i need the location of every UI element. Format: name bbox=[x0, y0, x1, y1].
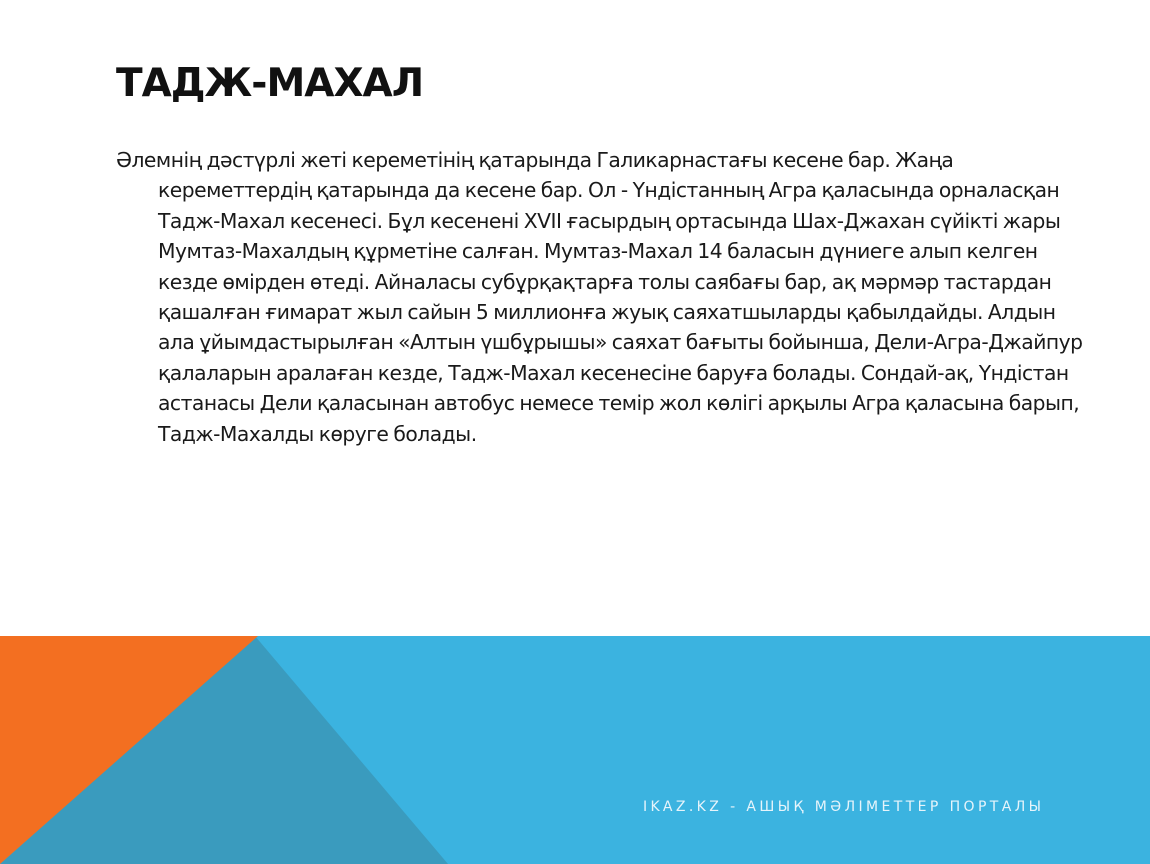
slide-title: ТАДЖ-МАХАЛ bbox=[116, 61, 424, 106]
footer-label: IKAZ.KZ - АШЫҚ МӘЛІМЕТТЕР ПОРТАЛЫ bbox=[643, 799, 1045, 815]
slide-body-text: Әлемнің дәстүрлі жеті кереметінің қатарында Галикарнастағы кесене бар. Жаңа кереметтердің қатарында да кесене бар. Ол - Үндістанның Агра қаласында орналасқан Тадж-Махал кесенесі. Бұл кесенені XVII ғасырдың ортасында Шах-Джахан сүйікті жары Мумтаз-Махалдың құрметіне салған. Мумтаз-Махал 14 баласын дүниеге алып келген кезде өмірден өтеді. Айналасы субұрқақтарға толы саябағы бар, ақ мәрмәр тастардан қашалған ғимарат жыл сайын 5 миллионға жуық саяхатшыларды қабылдайды. Алдын ала ұйымдастырылған «Алтын үшбұрышы» саяхат бағыты бойынша, Дели-Агра-Джайпур қалаларын аралаған кезде, Тадж-Махал кесенесіне баруға болады. Сондай-ақ, Үндістан астанасы Дели қаласынан автобус немесе темір жол көлігі арқылы Агра қаласына барып, Тадж-Махалды көруге болады. bbox=[116, 148, 1083, 446]
